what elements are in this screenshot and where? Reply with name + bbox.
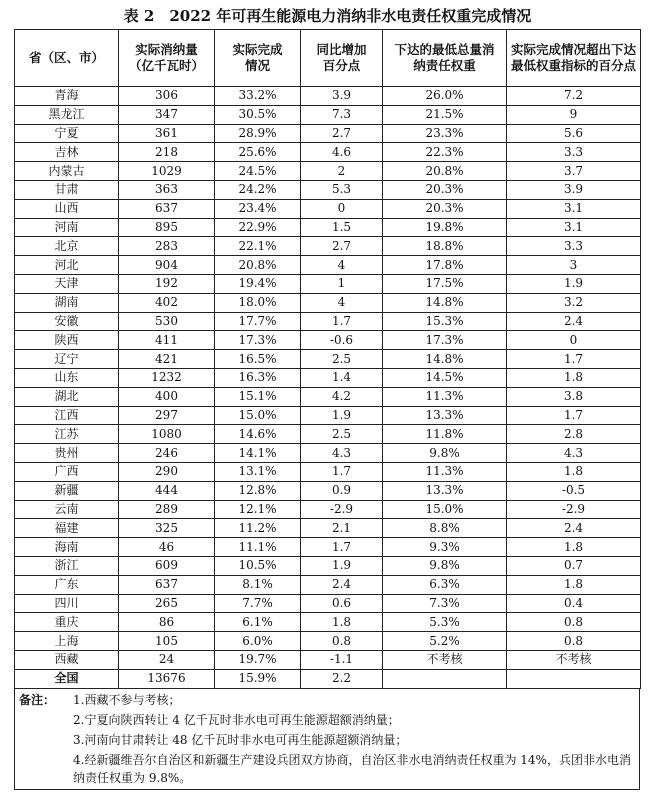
cell-province: 河南 — [15, 218, 119, 237]
cell-yoy-change: 4.6 — [301, 143, 383, 162]
cell-min-weight: 20.3% — [383, 199, 507, 218]
cell-exceed: 0.4 — [507, 594, 641, 613]
col-header-min-weight: 下达的最低总量消纳责任权重 — [383, 30, 507, 87]
cell-exceed: 3.1 — [507, 218, 641, 237]
cell-yoy-change: 2.7 — [301, 237, 383, 256]
cell-yoy-change: 2.7 — [301, 124, 383, 143]
total-cell-actual-share: 15.9% — [215, 669, 301, 688]
cell-exceed: 2.8 — [507, 425, 641, 444]
cell-province: 四川 — [15, 594, 119, 613]
total-cell-consumption: 13676 — [119, 669, 215, 688]
cell-actual-share: 24.2% — [215, 180, 301, 199]
cell-province: 新疆 — [15, 481, 119, 500]
cell-yoy-change: 1.9 — [301, 406, 383, 425]
cell-yoy-change: 1.9 — [301, 556, 383, 575]
cell-actual-share: 16.5% — [215, 350, 301, 369]
cell-province: 重庆 — [15, 613, 119, 632]
table-row — [15, 406, 641, 425]
cell-min-weight: 5.3% — [383, 613, 507, 632]
col-header-consumption: 实际消纳量（亿千瓦时） — [119, 30, 215, 87]
cell-province: 吉林 — [15, 143, 119, 162]
cell-actual-share: 15.1% — [215, 387, 301, 406]
cell-consumption: 306 — [119, 87, 215, 106]
cell-consumption: 290 — [119, 462, 215, 481]
cell-actual-share: 23.4% — [215, 199, 301, 218]
note-3: 3.河南向甘肃转让 48 亿千瓦时非水电可再生能源超额消纳量； — [73, 733, 408, 747]
cell-min-weight: 14.8% — [383, 293, 507, 312]
cell-actual-share: 30.5% — [215, 105, 301, 124]
cell-consumption: 363 — [119, 180, 215, 199]
cell-min-weight: 17.3% — [383, 331, 507, 350]
cell-actual-share: 25.6% — [215, 143, 301, 162]
header-row — [15, 30, 641, 87]
cell-min-weight: 11.8% — [383, 425, 507, 444]
cell-min-weight: 13.3% — [383, 406, 507, 425]
cell-province: 天津 — [15, 274, 119, 293]
cell-min-weight: 14.8% — [383, 350, 507, 369]
cell-min-weight: 6.3% — [383, 575, 507, 594]
cell-exceed: 1.8 — [507, 538, 641, 557]
total-row — [15, 669, 641, 688]
cell-min-weight: 7.3% — [383, 594, 507, 613]
cell-exceed: 0.8 — [507, 613, 641, 632]
notes-label: 备注： — [19, 693, 56, 707]
cell-min-weight: 18.8% — [383, 237, 507, 256]
table-row — [15, 481, 641, 500]
cell-min-weight: 不考核 — [383, 650, 507, 669]
cell-consumption: 283 — [119, 237, 215, 256]
cell-province: 内蒙古 — [15, 162, 119, 181]
table-row — [15, 613, 641, 632]
cell-min-weight: 21.5% — [383, 105, 507, 124]
responsibility-weight-table — [14, 29, 641, 689]
cell-yoy-change: 1.8 — [301, 613, 383, 632]
cell-consumption: 105 — [119, 632, 215, 651]
cell-consumption: 246 — [119, 444, 215, 463]
cell-yoy-change: 3.9 — [301, 87, 383, 106]
cell-actual-share: 22.9% — [215, 218, 301, 237]
table-row — [15, 462, 641, 481]
cell-yoy-change: 7.3 — [301, 105, 383, 124]
cell-actual-share: 18.0% — [215, 293, 301, 312]
cell-province: 湖北 — [15, 387, 119, 406]
cell-province: 青海 — [15, 87, 119, 106]
cell-province: 安徽 — [15, 312, 119, 331]
cell-province: 河北 — [15, 256, 119, 275]
col-header-yoy-change: 同比增加百分点 — [301, 30, 383, 87]
table-row — [15, 237, 641, 256]
cell-province: 山西 — [15, 199, 119, 218]
cell-yoy-change: 2.4 — [301, 575, 383, 594]
note-2: 2.宁夏向陕西转让 4 亿千瓦时非水电可再生能源超额消纳量； — [73, 713, 400, 727]
cell-actual-share: 33.2% — [215, 87, 301, 106]
table-title: 表 2 2022 年可再生能源电力消纳非水电责任权重完成情况 — [123, 7, 532, 25]
cell-min-weight: 9.3% — [383, 538, 507, 557]
note-4: 4.经新疆维吾尔自治区和新疆生产建设兵团双方协商，自治区非水电消纳责任权重为 14%，兵团非水电消纳责任权重为 9.8%。 — [73, 753, 631, 785]
cell-yoy-change: 2.1 — [301, 519, 383, 538]
cell-actual-share: 14.1% — [215, 444, 301, 463]
cell-actual-share: 16.3% — [215, 368, 301, 387]
table-row — [15, 105, 641, 124]
cell-exceed: 1.8 — [507, 575, 641, 594]
cell-province: 辽宁 — [15, 350, 119, 369]
table-row — [15, 519, 641, 538]
table-row — [15, 256, 641, 275]
cell-consumption: 402 — [119, 293, 215, 312]
table-row — [15, 387, 641, 406]
cell-min-weight: 17.8% — [383, 256, 507, 275]
cell-min-weight: 20.8% — [383, 162, 507, 181]
table-row — [15, 293, 641, 312]
col-header-exceed: 实际完成情况超出下达最低权重指标的百分点 — [507, 30, 641, 87]
cell-exceed: 2.4 — [507, 312, 641, 331]
cell-min-weight: 8.8% — [383, 519, 507, 538]
cell-exceed: 0.8 — [507, 632, 641, 651]
cell-yoy-change: -0.6 — [301, 331, 383, 350]
cell-exceed: 5.6 — [507, 124, 641, 143]
cell-exceed: 3.8 — [507, 387, 641, 406]
notes-box — [14, 689, 640, 790]
cell-yoy-change: 1.4 — [301, 368, 383, 387]
cell-min-weight: 15.0% — [383, 500, 507, 519]
cell-min-weight: 23.3% — [383, 124, 507, 143]
cell-actual-share: 14.6% — [215, 425, 301, 444]
cell-province: 北京 — [15, 237, 119, 256]
cell-exceed: 3.9 — [507, 180, 641, 199]
cell-yoy-change: 1.7 — [301, 312, 383, 331]
cell-min-weight: 26.0% — [383, 87, 507, 106]
cell-province: 甘肃 — [15, 180, 119, 199]
table-row — [15, 124, 641, 143]
cell-yoy-change: 2.5 — [301, 425, 383, 444]
table-row — [15, 444, 641, 463]
cell-min-weight: 20.3% — [383, 180, 507, 199]
table-row — [15, 538, 641, 557]
cell-exceed: 7.2 — [507, 87, 641, 106]
cell-consumption: 411 — [119, 331, 215, 350]
cell-consumption: 1232 — [119, 368, 215, 387]
cell-actual-share: 6.1% — [215, 613, 301, 632]
cell-exceed: 3.3 — [507, 237, 641, 256]
cell-actual-share: 6.0% — [215, 632, 301, 651]
table-row — [15, 331, 641, 350]
cell-yoy-change: 5.3 — [301, 180, 383, 199]
table-row — [15, 632, 641, 651]
cell-province: 黑龙江 — [15, 105, 119, 124]
cell-exceed: 1.8 — [507, 462, 641, 481]
cell-exceed: 2.4 — [507, 519, 641, 538]
cell-min-weight: 17.5% — [383, 274, 507, 293]
cell-min-weight: 11.3% — [383, 387, 507, 406]
cell-actual-share: 28.9% — [215, 124, 301, 143]
cell-actual-share: 12.8% — [215, 481, 301, 500]
cell-exceed: 1.9 — [507, 274, 641, 293]
cell-min-weight: 19.8% — [383, 218, 507, 237]
cell-yoy-change: 4 — [301, 256, 383, 275]
table-row — [15, 594, 641, 613]
cell-exceed: 3.2 — [507, 293, 641, 312]
total-cell-yoy-change: 2.2 — [301, 669, 383, 688]
cell-yoy-change: 4.2 — [301, 387, 383, 406]
cell-exceed: 0.7 — [507, 556, 641, 575]
cell-yoy-change: 1 — [301, 274, 383, 293]
cell-yoy-change: 0.8 — [301, 632, 383, 651]
cell-min-weight: 5.2% — [383, 632, 507, 651]
cell-consumption: 637 — [119, 575, 215, 594]
table-row — [15, 425, 641, 444]
col-header-province: 省（区、市） — [15, 30, 119, 87]
cell-min-weight: 9.8% — [383, 444, 507, 463]
cell-consumption: 421 — [119, 350, 215, 369]
cell-yoy-change: 4 — [301, 293, 383, 312]
total-cell-exceed — [507, 669, 641, 688]
cell-consumption: 347 — [119, 105, 215, 124]
cell-min-weight: 13.3% — [383, 481, 507, 500]
cell-province: 江苏 — [15, 425, 119, 444]
cell-exceed: -0.5 — [507, 481, 641, 500]
cell-province: 云南 — [15, 500, 119, 519]
cell-consumption: 444 — [119, 481, 215, 500]
note-1: 1.西藏不参与考核； — [73, 693, 181, 707]
cell-exceed: 3 — [507, 256, 641, 275]
cell-actual-share: 22.1% — [215, 237, 301, 256]
cell-exceed: 1.8 — [507, 368, 641, 387]
cell-yoy-change: 2.5 — [301, 350, 383, 369]
cell-actual-share: 12.1% — [215, 500, 301, 519]
cell-yoy-change: 0 — [301, 199, 383, 218]
cell-actual-share: 13.1% — [215, 462, 301, 481]
table-row — [15, 143, 641, 162]
cell-min-weight: 11.3% — [383, 462, 507, 481]
cell-exceed: 0 — [507, 331, 641, 350]
cell-consumption: 1080 — [119, 425, 215, 444]
table-row — [15, 650, 641, 669]
table-row — [15, 556, 641, 575]
cell-consumption: 904 — [119, 256, 215, 275]
cell-exceed: 9 — [507, 105, 641, 124]
cell-province: 江西 — [15, 406, 119, 425]
cell-actual-share: 19.7% — [215, 650, 301, 669]
total-cell-province: 全国 — [15, 669, 119, 688]
cell-actual-share: 11.1% — [215, 538, 301, 557]
table-row — [15, 575, 641, 594]
cell-min-weight: 14.5% — [383, 368, 507, 387]
table-row — [15, 87, 641, 106]
cell-actual-share: 11.2% — [215, 519, 301, 538]
cell-exceed: 3.1 — [507, 199, 641, 218]
cell-min-weight: 9.8% — [383, 556, 507, 575]
cell-province: 浙江 — [15, 556, 119, 575]
cell-consumption: 24 — [119, 650, 215, 669]
cell-exceed: 3.3 — [507, 143, 641, 162]
table-row — [15, 350, 641, 369]
cell-consumption: 297 — [119, 406, 215, 425]
table-row — [15, 368, 641, 387]
col-header-actual-share: 实际完成情况 — [215, 30, 301, 87]
cell-province: 贵州 — [15, 444, 119, 463]
table-row — [15, 180, 641, 199]
cell-yoy-change: 2 — [301, 162, 383, 181]
cell-min-weight: 22.3% — [383, 143, 507, 162]
cell-yoy-change: 4.3 — [301, 444, 383, 463]
cell-province: 西藏 — [15, 650, 119, 669]
cell-consumption: 289 — [119, 500, 215, 519]
cell-exceed: 3.7 — [507, 162, 641, 181]
cell-province: 湖南 — [15, 293, 119, 312]
cell-exceed: -2.9 — [507, 500, 641, 519]
cell-yoy-change: 1.7 — [301, 538, 383, 557]
cell-yoy-change: 1.7 — [301, 462, 383, 481]
cell-consumption: 46 — [119, 538, 215, 557]
cell-consumption: 637 — [119, 199, 215, 218]
cell-exceed: 不考核 — [507, 650, 641, 669]
table-row — [15, 500, 641, 519]
cell-province: 山东 — [15, 368, 119, 387]
cell-consumption: 895 — [119, 218, 215, 237]
cell-consumption: 192 — [119, 274, 215, 293]
cell-actual-share: 19.4% — [215, 274, 301, 293]
cell-consumption: 361 — [119, 124, 215, 143]
cell-exceed: 1.7 — [507, 350, 641, 369]
cell-yoy-change: 0.6 — [301, 594, 383, 613]
cell-province: 陕西 — [15, 331, 119, 350]
cell-yoy-change: -1.1 — [301, 650, 383, 669]
cell-yoy-change: 0.9 — [301, 481, 383, 500]
table-row — [15, 218, 641, 237]
cell-actual-share: 17.7% — [215, 312, 301, 331]
cell-consumption: 609 — [119, 556, 215, 575]
cell-actual-share: 15.0% — [215, 406, 301, 425]
cell-consumption: 265 — [119, 594, 215, 613]
cell-actual-share: 10.5% — [215, 556, 301, 575]
cell-actual-share: 20.8% — [215, 256, 301, 275]
cell-actual-share: 7.7% — [215, 594, 301, 613]
cell-actual-share: 8.1% — [215, 575, 301, 594]
cell-actual-share: 24.5% — [215, 162, 301, 181]
cell-consumption: 218 — [119, 143, 215, 162]
cell-province: 海南 — [15, 538, 119, 557]
cell-yoy-change: -2.9 — [301, 500, 383, 519]
cell-exceed: 4.3 — [507, 444, 641, 463]
table-row — [15, 162, 641, 181]
cell-yoy-change: 1.5 — [301, 218, 383, 237]
total-cell-min-weight — [383, 669, 507, 688]
cell-province: 广东 — [15, 575, 119, 594]
table-row — [15, 199, 641, 218]
cell-consumption: 1029 — [119, 162, 215, 181]
cell-consumption: 325 — [119, 519, 215, 538]
table-row — [15, 274, 641, 293]
cell-province: 广西 — [15, 462, 119, 481]
cell-consumption: 86 — [119, 613, 215, 632]
table-row — [15, 312, 641, 331]
cell-province: 上海 — [15, 632, 119, 651]
cell-province: 福建 — [15, 519, 119, 538]
cell-actual-share: 17.3% — [215, 331, 301, 350]
cell-min-weight: 15.3% — [383, 312, 507, 331]
cell-province: 宁夏 — [15, 124, 119, 143]
cell-consumption: 400 — [119, 387, 215, 406]
cell-consumption: 530 — [119, 312, 215, 331]
cell-exceed: 1.7 — [507, 406, 641, 425]
